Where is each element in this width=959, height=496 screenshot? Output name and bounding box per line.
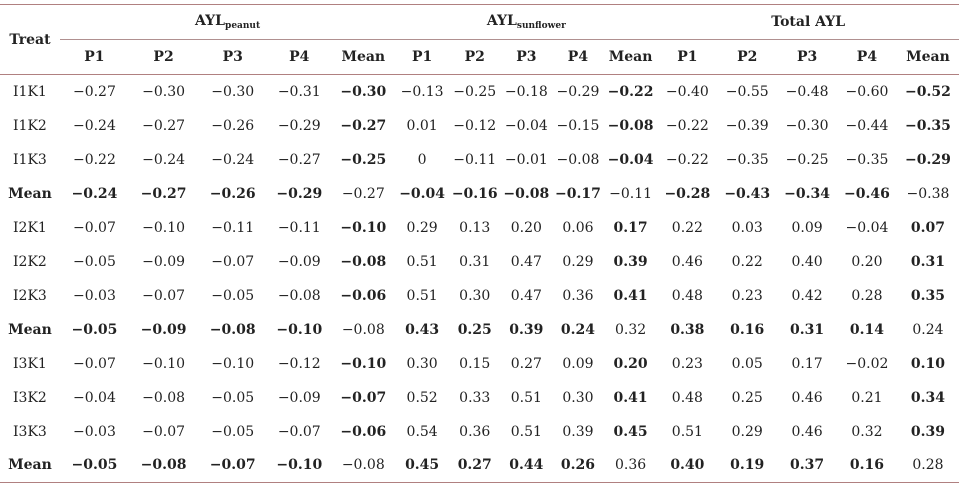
- table-cell: 0.26: [560, 457, 595, 474]
- table-cell: 0.13: [459, 219, 491, 236]
- row-label: I3K1: [13, 355, 47, 372]
- table-cell: −0.35: [725, 151, 769, 168]
- table-cell: −0.28: [664, 185, 711, 202]
- table-cell: 0.42: [791, 287, 823, 304]
- table-cell: −0.08: [277, 287, 321, 304]
- table-cell: −0.18: [504, 83, 548, 100]
- table-cell: 0.37: [790, 457, 825, 474]
- table-cell: −0.10: [211, 355, 255, 372]
- table-cell: 0.29: [731, 423, 763, 440]
- table-cell: −0.07: [142, 287, 186, 304]
- row-label: I1K1: [13, 83, 47, 100]
- table-cell: −0.29: [277, 117, 321, 134]
- table-cell: 0.23: [671, 355, 703, 372]
- table-cell: −0.05: [211, 423, 255, 440]
- table-cell: −0.29: [556, 83, 600, 100]
- table-row: [0, 347, 959, 381]
- table-cell: −0.24: [211, 151, 255, 168]
- table-cell: −0.10: [276, 321, 323, 338]
- table-cell: 0.25: [457, 321, 492, 338]
- table-cell: −0.10: [276, 457, 323, 474]
- table-cell: −0.05: [71, 321, 118, 338]
- table-cell: 0.31: [459, 253, 491, 270]
- table-row: [0, 75, 959, 109]
- treat-header: Treat: [0, 5, 60, 75]
- table-cell: −0.09: [142, 253, 186, 270]
- table-cell: 0.03: [731, 219, 763, 236]
- table-cell: −0.52: [905, 83, 951, 100]
- column-header: Mean: [906, 49, 950, 65]
- table-cell: 0.22: [671, 219, 703, 236]
- table-cell: −0.08: [503, 185, 550, 202]
- table-cell: 0.36: [562, 287, 594, 304]
- table-cell: 0.17: [613, 219, 648, 236]
- table-cell: 0.45: [405, 457, 440, 474]
- table-cell: 0.31: [910, 253, 945, 270]
- table-cell: 0.51: [671, 423, 703, 440]
- table-cell: −0.22: [607, 83, 654, 100]
- table-cell: −0.30: [211, 83, 255, 100]
- table-cell: −0.39: [725, 117, 769, 134]
- table-cell: 0.15: [459, 355, 491, 372]
- subheader-row: [0, 40, 959, 75]
- row-label: I3K3: [13, 423, 47, 440]
- table-cell: 0.32: [851, 423, 883, 440]
- table-cell: −0.11: [277, 219, 321, 236]
- column-header: P1: [411, 49, 433, 65]
- table-cell: −0.08: [556, 151, 600, 168]
- table-cell: −0.29: [276, 185, 323, 202]
- row-label: I2K2: [13, 253, 47, 270]
- table-cell: 0.30: [562, 389, 594, 406]
- table-cell: 0.16: [730, 321, 765, 338]
- table-cell: 0.06: [562, 219, 594, 236]
- table-cell: −0.08: [209, 321, 256, 338]
- table-cell: −0.08: [341, 321, 385, 338]
- table-cell: 0.24: [560, 321, 595, 338]
- table-cell: −0.27: [142, 117, 186, 134]
- table-cell: 0.31: [790, 321, 825, 338]
- table-cell: −0.07: [72, 355, 116, 372]
- table-cell: 0.33: [459, 389, 491, 406]
- table-cell: −0.07: [211, 253, 255, 270]
- table-row: [0, 143, 959, 177]
- row-label: Mean: [8, 185, 52, 202]
- table-cell: −0.07: [72, 219, 116, 236]
- table-row: [0, 245, 959, 279]
- column-header: Mean: [341, 49, 386, 65]
- table-cell: −0.10: [340, 355, 387, 372]
- table-cell: 0.51: [406, 253, 438, 270]
- table-cell: 0.22: [731, 253, 763, 270]
- table-cell: 0.24: [912, 321, 944, 338]
- table-cell: 0.51: [406, 287, 438, 304]
- table-cell: −0.03: [72, 423, 116, 440]
- table-cell: −0.27: [341, 185, 385, 202]
- table-cell: −0.03: [72, 287, 116, 304]
- table-cell: −0.08: [607, 117, 654, 134]
- row-label: I1K3: [13, 151, 47, 168]
- table-cell: 0.39: [910, 423, 945, 440]
- table-cell: 0.10: [910, 355, 945, 372]
- table-cell: 0.39: [509, 321, 544, 338]
- table-body: [0, 75, 959, 483]
- table-cell: 0.16: [849, 457, 884, 474]
- table-cell: 0.51: [510, 389, 542, 406]
- group-header-sunflower: $AYL_{sunflower}$: [395, 5, 657, 40]
- ayl-table: [0, 4, 959, 483]
- table-cell: 0.36: [459, 423, 491, 440]
- table-cell: 0.47: [510, 253, 542, 270]
- table-cell: −0.24: [72, 117, 116, 134]
- table-cell: −0.10: [340, 219, 387, 236]
- table-cell: −0.09: [277, 253, 321, 270]
- table-cell: −0.04: [845, 219, 889, 236]
- column-header: P3: [516, 49, 537, 65]
- table-cell: 0.07: [910, 219, 945, 236]
- table-cell: 0.30: [459, 287, 491, 304]
- table-cell: −0.22: [665, 117, 709, 134]
- table-cell: −0.08: [140, 457, 187, 474]
- table-cell: −0.11: [609, 185, 653, 202]
- table-cell: 0.29: [406, 219, 438, 236]
- table-cell: 0.25: [731, 389, 763, 406]
- table-cell: −0.27: [277, 151, 321, 168]
- table-cell: 0.27: [457, 457, 492, 474]
- table-cell: −0.13: [400, 83, 444, 100]
- table-cell: 0.39: [613, 253, 648, 270]
- table-cell: −0.04: [607, 151, 654, 168]
- column-header: P4: [289, 49, 310, 65]
- table-cell: −0.25: [453, 83, 497, 100]
- row-label: Mean: [8, 321, 52, 338]
- table-cell: −0.12: [277, 355, 321, 372]
- table-cell: 0.38: [670, 321, 705, 338]
- table-cell: 0.51: [510, 423, 542, 440]
- table-cell: −0.07: [209, 457, 256, 474]
- table-cell: 0.52: [406, 389, 438, 406]
- table-cell: −0.05: [71, 457, 118, 474]
- table-cell: −0.07: [340, 389, 387, 406]
- column-header: P1: [84, 49, 105, 65]
- table-cell: −0.30: [340, 83, 387, 100]
- table-row: [0, 109, 959, 143]
- table-cell: 0.45: [613, 423, 648, 440]
- table-cell: −0.43: [724, 185, 771, 202]
- table-cell: 0.41: [613, 287, 648, 304]
- table-cell: −0.24: [71, 185, 118, 202]
- table-cell: −0.34: [784, 185, 830, 202]
- table-cell: 0.46: [671, 253, 703, 270]
- table-cell: −0.04: [72, 389, 116, 406]
- table-cell: 0.36: [615, 457, 647, 474]
- table-cell: −0.35: [845, 151, 889, 168]
- column-header: P1: [677, 49, 698, 65]
- table-cell: 0.20: [510, 219, 542, 236]
- table-cell: −0.44: [845, 117, 889, 134]
- table-cell: 0.32: [615, 321, 647, 338]
- table-cell: −0.10: [142, 355, 186, 372]
- table-cell: −0.26: [211, 117, 255, 134]
- table-cell: −0.22: [665, 151, 709, 168]
- group-header-peanut: $AYL_{peanut}$: [60, 5, 395, 40]
- table-cell: 0.28: [912, 457, 944, 474]
- table-cell: −0.24: [142, 151, 186, 168]
- table-row: [0, 279, 959, 313]
- table-cell: −0.16: [451, 185, 498, 202]
- mean-row: [0, 177, 959, 211]
- table-cell: 0: [417, 151, 427, 168]
- table-cell: 0.01: [406, 117, 438, 134]
- table-cell: 0.09: [791, 219, 823, 236]
- table-cell: −0.04: [399, 185, 446, 202]
- table-cell: 0.54: [406, 423, 438, 440]
- column-header: P2: [153, 49, 174, 65]
- table-cell: 0.48: [671, 389, 703, 406]
- table-cell: −0.27: [140, 185, 187, 202]
- table-cell: −0.08: [340, 253, 387, 270]
- table-cell: −0.27: [340, 117, 387, 134]
- table-cell: 0.30: [406, 355, 438, 372]
- row-label: I1K2: [13, 117, 47, 134]
- table-cell: −0.22: [72, 151, 116, 168]
- table-cell: −0.07: [142, 423, 186, 440]
- mean-row: [0, 449, 959, 483]
- table-cell: −0.30: [142, 83, 186, 100]
- column-header: Mean: [608, 49, 653, 65]
- table-cell: −0.10: [142, 219, 186, 236]
- table-cell: −0.09: [140, 321, 187, 338]
- table-row: [0, 381, 959, 415]
- table-row: [0, 211, 959, 245]
- table-cell: 0.43: [405, 321, 440, 338]
- row-label: I2K3: [13, 287, 47, 304]
- table-cell: 0.40: [791, 253, 823, 270]
- table-cell: 0.34: [910, 389, 945, 406]
- table-cell: 0.46: [791, 423, 823, 440]
- table-cell: 0.14: [849, 321, 884, 338]
- table-cell: 0.41: [613, 389, 648, 406]
- table-cell: 0.09: [562, 355, 594, 372]
- table-cell: −0.05: [72, 253, 116, 270]
- table-cell: −0.30: [785, 117, 829, 134]
- table-cell: −0.05: [211, 389, 255, 406]
- table-cell: 0.44: [509, 457, 544, 474]
- table-cell: −0.17: [555, 185, 601, 202]
- table-cell: 0.20: [613, 355, 648, 372]
- table-cell: 0.05: [731, 355, 763, 372]
- table-cell: −0.26: [209, 185, 256, 202]
- table-cell: −0.27: [72, 83, 116, 100]
- table-cell: 0.48: [671, 287, 703, 304]
- column-header: P3: [796, 49, 818, 65]
- table-cell: 0.19: [730, 457, 765, 474]
- table-cell: 0.20: [851, 253, 883, 270]
- group-header-total: Total AYL: [657, 5, 959, 40]
- table-cell: 0.21: [851, 389, 883, 406]
- table-cell: −0.15: [556, 117, 600, 134]
- table-cell: −0.05: [211, 287, 255, 304]
- table-cell: 0.35: [910, 287, 945, 304]
- mean-row: [0, 313, 959, 347]
- table-cell: −0.48: [785, 83, 829, 100]
- table-cell: −0.31: [277, 83, 321, 100]
- row-label: I3K2: [13, 389, 47, 406]
- table-cell: −0.29: [905, 151, 951, 168]
- table-cell: −0.40: [665, 83, 709, 100]
- table-cell: −0.08: [341, 457, 385, 474]
- table-cell: −0.25: [785, 151, 829, 168]
- row-label: Mean: [8, 457, 52, 474]
- column-header: P4: [567, 49, 589, 65]
- column-header: P4: [856, 49, 878, 65]
- table-cell: 0.27: [510, 355, 542, 372]
- table-cell: −0.38: [906, 185, 950, 202]
- table-cell: −0.11: [211, 219, 255, 236]
- table-cell: 0.40: [670, 457, 705, 474]
- table-cell: 0.39: [562, 423, 594, 440]
- table-cell: 0.23: [731, 287, 763, 304]
- table-cell: −0.55: [725, 83, 769, 100]
- row-label: I2K1: [13, 219, 47, 236]
- table-cell: 0.28: [851, 287, 883, 304]
- column-header: P2: [464, 49, 485, 65]
- table-cell: −0.04: [504, 117, 548, 134]
- table-cell: −0.07: [277, 423, 321, 440]
- table-cell: −0.09: [277, 389, 321, 406]
- table-cell: −0.06: [340, 287, 387, 304]
- column-header: P2: [737, 49, 758, 65]
- table-row: [0, 415, 959, 449]
- table-cell: −0.08: [142, 389, 186, 406]
- table-cell: −0.01: [504, 151, 548, 168]
- table-cell: −0.02: [845, 355, 889, 372]
- table-cell: −0.12: [453, 117, 497, 134]
- table-cell: −0.25: [340, 151, 387, 168]
- table-cell: −0.46: [844, 185, 890, 202]
- table-cell: 0.47: [510, 287, 542, 304]
- table-cell: −0.60: [845, 83, 889, 100]
- table-cell: −0.35: [905, 117, 951, 134]
- table-cell: −0.11: [453, 151, 497, 168]
- table-cell: 0.46: [791, 389, 823, 406]
- table-cell: 0.17: [791, 355, 823, 372]
- table-cell: −0.06: [340, 423, 387, 440]
- table-cell: 0.29: [562, 253, 594, 270]
- column-header: P3: [222, 49, 243, 65]
